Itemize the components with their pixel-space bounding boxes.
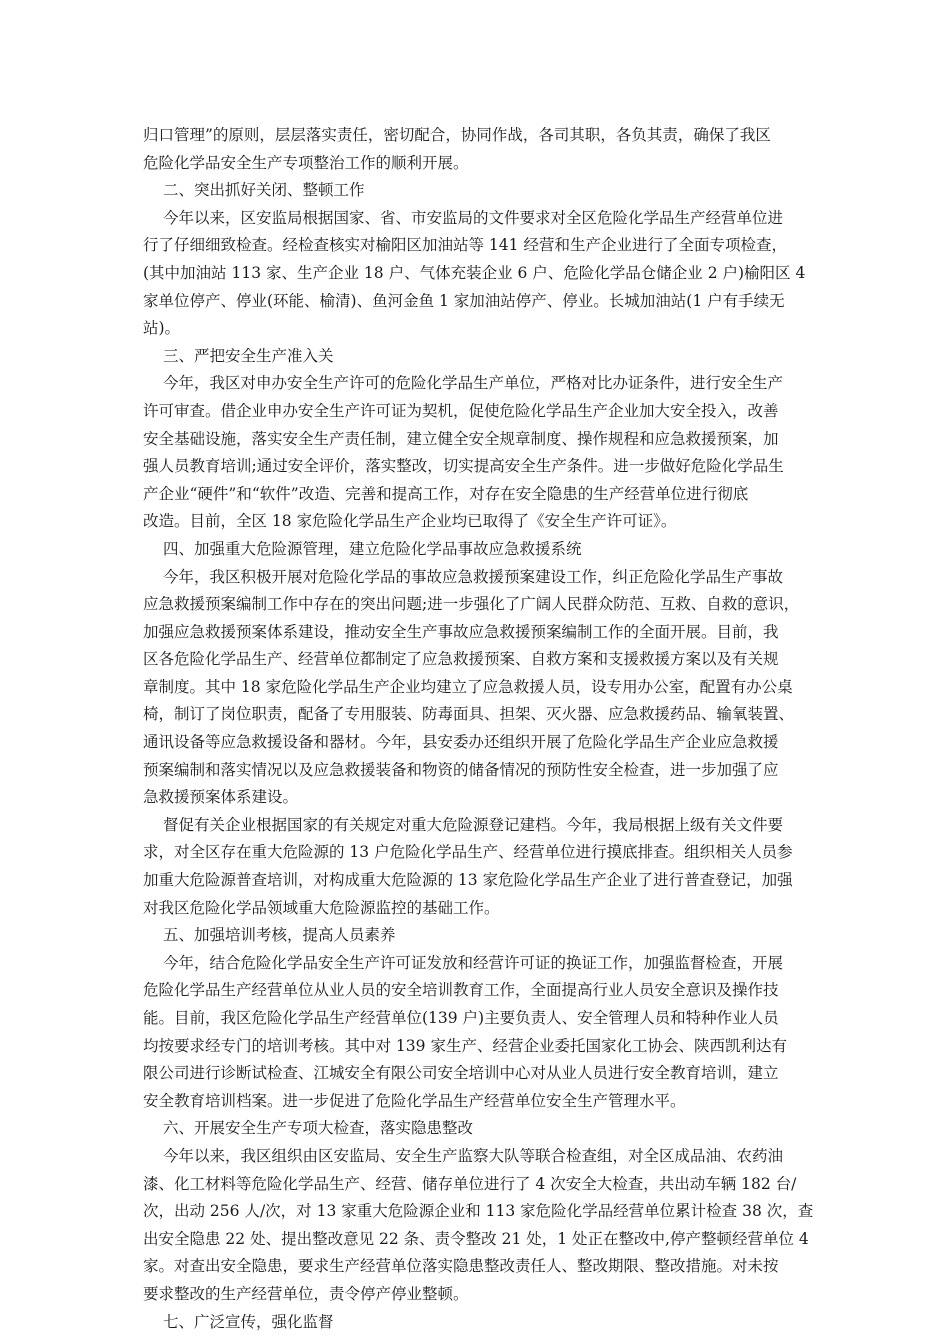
text-line: 家单位停产、停业(环能、榆清)、鱼河金鱼 1 家加油站停产、停业。长城加油站(1 户有手续无 [143, 291, 785, 310]
text-line: 限公司进行诊断试检查、江城安全有限公司安全培训中心对从业人员进行安全教育培训，建立 [143, 1064, 779, 1083]
text-line: 危险化学品生产经营单位从业人员的安全培训教育工作，全面提高行业人员安全意识及操作技 [143, 981, 779, 1000]
text-line: 产企业“硬件”和“软件”改造、完善和提高工作，对存在安全隐患的生产经营单位进行彻底 [143, 484, 749, 503]
text-line: 家。对查出安全隐患，要求生产经营单位落实隐患整改责任人、整改期限、整改措施。对未按 [143, 1257, 779, 1276]
text-line: 能。目前，我区危险化学品生产经营单位(139 户)主要负责人、安全管理人员和特种作业人员 [143, 1009, 779, 1027]
text-line: 今年，结合危险化学品安全生产许可证发放和经营许可证的换证工作，加强监督检查，开展 [163, 953, 784, 972]
paragraph [143, 1143, 813, 1309]
text-line: 今年，我区积极开展对危险化学品的事故应急救援预案建设工作，纠正危险化学品生产事故 [163, 567, 784, 586]
text-line: 强人员教育培训;通过安全评价，落实整改，切实提高安全生产条件。进一步做好危险化学品生 [143, 457, 784, 476]
paragraph [143, 370, 813, 536]
paragraph [143, 1309, 813, 1337]
text-line: 站)。 [143, 319, 181, 338]
text-line: 二、突出抓好关闭、整顿工作 [163, 181, 365, 200]
document-body [143, 122, 813, 1336]
text-line: 安全基础设施，落实安全生产责任制，建立健全安全规章制度、操作规程和应急救援预案，加 [143, 429, 779, 448]
paragraph [143, 536, 813, 564]
text-line: 今年以来，我区组织由区安监局、安全生产监察大队等联合检查组，对全区成品油、农药油 [163, 1146, 784, 1165]
text-line: 章制度。其中 18 家危险化学品生产企业均建立了应急救援人员，设专用办公室，配置有办公桌 [143, 677, 793, 696]
paragraph [143, 564, 813, 812]
text-line: 许可审查。借企业申办安全生产许可证为契机，促使危险化学品生产企业加大安全投入，改善 [143, 401, 779, 420]
text-line: 急救援预案体系建设。 [143, 788, 299, 807]
text-line: 归口管理”的原则，层层落实责任，密切配合，协同作战，各司其职，各负其责，确保了我区 [143, 126, 771, 144]
paragraph [143, 1115, 813, 1143]
text-line: 行了仔细细致检查。经检查核实对榆阳区加油站等 141 经营和生产企业进行了全面专项检查， [143, 236, 787, 255]
text-line: 对我区危险化学品领域重大危险源监控的基础工作。 [143, 898, 500, 917]
text-line: 要求整改的生产经营单位，责令停产停业整顿。 [143, 1284, 469, 1303]
paragraph [143, 343, 813, 371]
paragraph [143, 922, 813, 950]
text-line: 六、开展安全生产专项大检查，落实隐患整改 [163, 1119, 474, 1138]
paragraph [143, 177, 813, 205]
text-line: 通讯设备等应急救援设备和器材。今年，县安委办还组织开展了危险化学品生产企业应急救援 [143, 733, 779, 752]
text-line: 安全教育培训档案。进一步促进了危险化学品生产经营单位安全生产管理水平。 [143, 1091, 686, 1110]
text-line: 加强应急救援预案体系建设，推动安全生产事故应急救援预案编制工作的全面开展。目前，我 [143, 622, 779, 641]
text-line: 改造。目前，全区 18 家危险化学品生产企业均已取得了《安全生产许可证》。 [143, 512, 677, 531]
text-line: 漆、化工材料等危险化学品生产、经营、储存单位进行了 4 次安全大检查，共出动车辆 182 台/ [143, 1174, 797, 1193]
paragraph [143, 205, 813, 343]
paragraph [143, 812, 813, 922]
text-line: 危险化学品安全生产专项整治工作的顺利开展。 [143, 153, 469, 172]
text-line: 区各危险化学品生产、经营单位都制定了应急救援预案、自救方案和支援救援方案以及有关规 [143, 650, 779, 669]
text-line: 次，出动 256 人/次，对 13 家重大危险源企业和 113 家危险化学品经营单位累计检查 38 次，查 [143, 1202, 814, 1221]
text-line: 今年，我区对申办安全生产许可的危险化学品生产单位，严格对比办证条件，进行安全生产 [163, 374, 784, 393]
text-line: 均按要求经专门的培训考核。其中对 139 家生产、经营企业委托国家化工协会、陕西凯利达有 [143, 1036, 787, 1055]
text-line: 椅，制订了岗位职责，配备了专用服装、防毒面具、担架、灭火器、应急救援药品、输氧装置、 [143, 705, 795, 724]
text-line: (其中加油站 113 家、生产企业 18 户、气体充装企业 6 户、危险化学品仓储企业 2 户)榆阳区 4 [143, 263, 806, 282]
text-line: 加重大危险源普查培训，对构成重大危险源的 13 家危险化学品生产企业了进行普查登记，加强 [143, 871, 793, 890]
text-line: 预案编制和落实情况以及应急救援装备和物资的储备情况的预防性安全检查，进一步加强了应 [143, 760, 779, 779]
text-line: 五、加强培训考核，提高人员素养 [163, 926, 396, 945]
paragraph [143, 122, 813, 177]
text-line: 出安全隐患 22 处、提出整改意见 22 条、责令整改 21 处，1 处正在整改中,停产整顿经营单位 4 [143, 1229, 809, 1248]
paragraph [143, 950, 813, 1116]
text-line: 三、严把安全生产准入关 [163, 346, 334, 365]
text-line: 今年以来，区安监局根据国家、省、市安监局的文件要求对全区危险化学品生产经营单位进 [163, 208, 784, 227]
text-line: 七、广泛宣传，强化监督 [163, 1312, 334, 1331]
text-line: 应急救援预案编制工作中存在的突出问题;进一步强化了广阔人民群众防范、互救、自救的意识， [143, 595, 800, 614]
text-line: 求，对全区存在重大危险源的 13 户危险化学品生产、经营单位进行摸底排查。组织相关人员参 [143, 843, 793, 862]
text-line: 督促有关企业根据国家的有关规定对重大危险源登记建档。今年，我局根据上级有关文件要 [163, 815, 784, 834]
text-line: 四、加强重大危险源管理，建立危险化学品事故应急救援系统 [163, 539, 582, 558]
